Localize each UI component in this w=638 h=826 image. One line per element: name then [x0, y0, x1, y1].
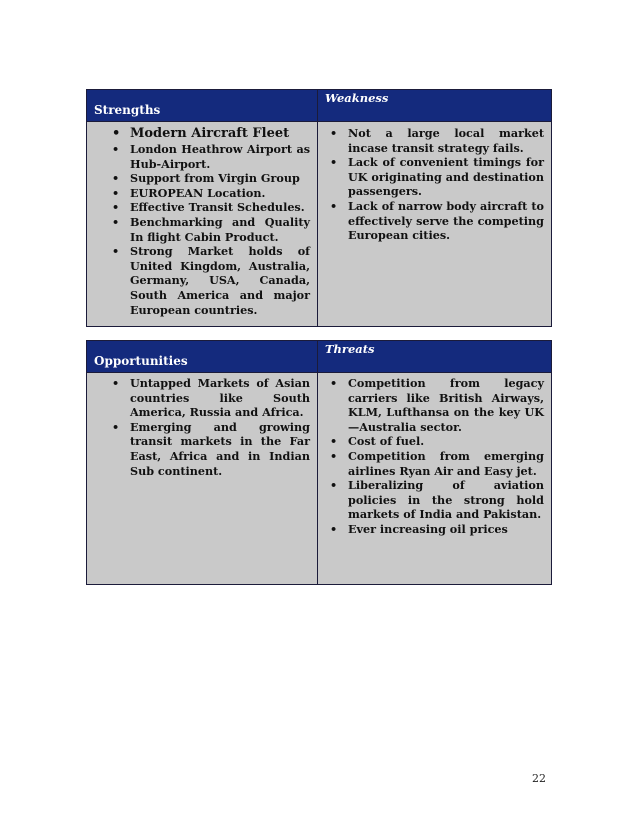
- list-item: • Effective Transit Schedules.: [87, 200, 317, 215]
- opportunities-list: [87, 376, 317, 478]
- list-item: • Ever increasing oil prices: [318, 522, 551, 537]
- page-number: 22: [532, 772, 546, 785]
- list-item: • Benchmarking and Quality In flight Cabin Product.: [87, 215, 317, 244]
- list-item: • Competition from emerging airlines Ryan Air and Easy jet.: [318, 449, 551, 478]
- list-item: • Emerging and growing transit markets in the Far East, Africa and in Indian Sub continent.: [87, 420, 317, 478]
- list-item: • Strong Market holds of United Kingdom, Australia, Germany, USA, Canada, South America and major European countries.: [87, 244, 317, 317]
- list-item: • Untapped Markets of Asian countries like South America, Russia and Africa.: [87, 376, 317, 420]
- strengths-heading: Strengths: [87, 90, 318, 122]
- weakness-cell: [318, 122, 552, 327]
- weakness-list: [318, 126, 551, 243]
- list-item: • Liberalizing of aviation policies in the strong hold markets of India and Pakistan.: [318, 478, 551, 522]
- list-item: • Not a large local market incase transit strategy fails.: [318, 126, 551, 155]
- list-item: • London Heathrow Airport as Hub-Airport.: [87, 142, 317, 171]
- list-item: • Competition from legacy carriers like British Airways, KLM, Lufthansa on the key UK—Australia sector.: [318, 376, 551, 434]
- strengths-cell: [87, 122, 318, 327]
- opportunities-cell: [87, 373, 318, 585]
- threats-heading: Threats: [318, 341, 552, 373]
- opportunities-threats-table: [86, 340, 552, 585]
- opportunities-heading: Opportunities: [87, 341, 318, 373]
- strengths-list: [87, 126, 317, 317]
- list-item: • Modern Aircraft Fleet: [87, 126, 317, 142]
- weakness-heading: Weakness: [318, 90, 552, 122]
- list-item: • Cost of fuel.: [318, 434, 551, 449]
- threats-cell: [318, 373, 552, 585]
- strengths-weakness-table: [86, 89, 552, 327]
- threats-list: [318, 376, 551, 537]
- list-item: • EUROPEAN Location.: [87, 186, 317, 201]
- list-item: • Lack of convenient timings for UK originating and destination passengers.: [318, 155, 551, 199]
- list-item: • Support from Virgin Group: [87, 171, 317, 186]
- list-item: • Lack of narrow body aircraft to effectively serve the competing European cities.: [318, 199, 551, 243]
